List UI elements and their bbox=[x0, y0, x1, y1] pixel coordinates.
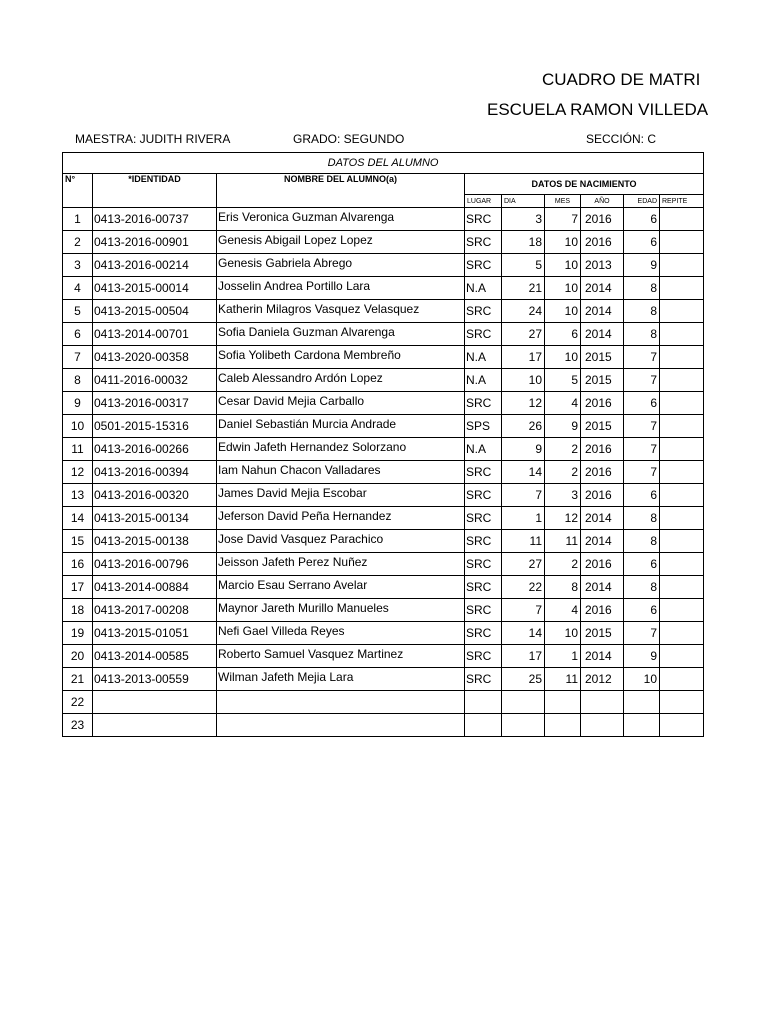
mes-cell: 11 bbox=[545, 530, 581, 553]
identidad-cell: 0413-2015-00504 bbox=[93, 300, 217, 323]
repite-cell bbox=[660, 530, 704, 553]
nombre-cell: Jeisson Jafeth Perez Nuñez bbox=[217, 553, 465, 576]
title-line-1: CUADRO DE MATRI bbox=[542, 70, 701, 89]
mes-cell: 7 bbox=[545, 208, 581, 231]
mes-cell: 1 bbox=[545, 645, 581, 668]
lugar-cell: SRC bbox=[465, 461, 502, 484]
table-row bbox=[63, 714, 704, 737]
dia-cell: 17 bbox=[502, 346, 545, 369]
ano-cell: 2016 bbox=[581, 438, 624, 461]
edad-cell: 8 bbox=[624, 300, 660, 323]
nombre-cell: Nefi Gael Villeda Reyes bbox=[217, 622, 465, 645]
student-rows bbox=[63, 208, 704, 737]
table-row bbox=[63, 553, 704, 576]
nombre-cell: Daniel Sebastián Murcia Andrade bbox=[217, 415, 465, 438]
document-title bbox=[0, 70, 768, 92]
mes-cell: 11 bbox=[545, 668, 581, 691]
table-row bbox=[63, 277, 704, 300]
subheader-ano: AÑO bbox=[581, 195, 624, 208]
identidad-cell: 0501-2015-15316 bbox=[93, 415, 217, 438]
identidad-cell: 0413-2016-00266 bbox=[93, 438, 217, 461]
row-number: 11 bbox=[63, 438, 93, 461]
repite-cell bbox=[660, 369, 704, 392]
table-row bbox=[63, 668, 704, 691]
repite-cell bbox=[660, 576, 704, 599]
ano-cell: 2012 bbox=[581, 668, 624, 691]
section-title: DATOS DEL ALUMNO bbox=[63, 153, 704, 174]
nombre-cell: Wilman Jafeth Mejia Lara bbox=[217, 668, 465, 691]
identidad-cell: 0413-2016-00737 bbox=[93, 208, 217, 231]
lugar-cell: SRC bbox=[465, 231, 502, 254]
edad-cell: 8 bbox=[624, 323, 660, 346]
row-number: 18 bbox=[63, 599, 93, 622]
mes-cell: 10 bbox=[545, 622, 581, 645]
edad-cell bbox=[624, 691, 660, 714]
table-row bbox=[63, 231, 704, 254]
row-number: 12 bbox=[63, 461, 93, 484]
edad-cell: 8 bbox=[624, 576, 660, 599]
table-row bbox=[63, 415, 704, 438]
nombre-cell: Sofia Yolibeth Cardona Membreño bbox=[217, 346, 465, 369]
edad-cell: 7 bbox=[624, 415, 660, 438]
dia-cell bbox=[502, 714, 545, 737]
nombre-cell: Jose David Vasquez Parachico bbox=[217, 530, 465, 553]
mes-cell: 10 bbox=[545, 231, 581, 254]
lugar-cell: SRC bbox=[465, 300, 502, 323]
lugar-cell: N.A bbox=[465, 277, 502, 300]
table-row bbox=[63, 599, 704, 622]
teacher-label: MAESTRA: JUDITH RIVERA bbox=[75, 132, 231, 146]
row-number: 2 bbox=[63, 231, 93, 254]
row-number: 8 bbox=[63, 369, 93, 392]
repite-cell bbox=[660, 645, 704, 668]
nombre-cell: James David Mejia Escobar bbox=[217, 484, 465, 507]
row-number: 17 bbox=[63, 576, 93, 599]
edad-cell: 8 bbox=[624, 530, 660, 553]
mes-cell: 2 bbox=[545, 438, 581, 461]
identidad-cell: 0413-2014-00585 bbox=[93, 645, 217, 668]
lugar-cell: SRC bbox=[465, 645, 502, 668]
lugar-cell: SRC bbox=[465, 323, 502, 346]
repite-cell bbox=[660, 714, 704, 737]
lugar-cell: SRC bbox=[465, 254, 502, 277]
identidad-cell: 0413-2015-00134 bbox=[93, 507, 217, 530]
row-number: 21 bbox=[63, 668, 93, 691]
nombre-cell: Genesis Gabriela Abrego bbox=[217, 254, 465, 277]
table-row bbox=[63, 438, 704, 461]
repite-cell bbox=[660, 231, 704, 254]
ano-cell: 2015 bbox=[581, 622, 624, 645]
table-row bbox=[63, 369, 704, 392]
mes-cell: 10 bbox=[545, 277, 581, 300]
repite-cell bbox=[660, 208, 704, 231]
mes-cell: 10 bbox=[545, 254, 581, 277]
nombre-cell: Sofia Daniela Guzman Alvarenga bbox=[217, 323, 465, 346]
nombre-cell: Katherin Milagros Vasquez Velasquez bbox=[217, 300, 465, 323]
table-row bbox=[63, 530, 704, 553]
ano-cell: 2016 bbox=[581, 484, 624, 507]
row-number: 5 bbox=[63, 300, 93, 323]
edad-cell: 8 bbox=[624, 277, 660, 300]
row-number: 14 bbox=[63, 507, 93, 530]
table-row bbox=[63, 691, 704, 714]
identidad-cell: 0413-2016-00901 bbox=[93, 231, 217, 254]
lugar-cell: SPS bbox=[465, 415, 502, 438]
subheader-edad: EDAD bbox=[624, 195, 660, 208]
identidad-cell: 0413-2016-00796 bbox=[93, 553, 217, 576]
ano-cell bbox=[581, 714, 624, 737]
mes-cell: 9 bbox=[545, 415, 581, 438]
identidad-cell: 0413-2015-00014 bbox=[93, 277, 217, 300]
dia-cell: 27 bbox=[502, 553, 545, 576]
mes-cell: 2 bbox=[545, 461, 581, 484]
mes-cell bbox=[545, 714, 581, 737]
repite-cell bbox=[660, 415, 704, 438]
dia-cell: 7 bbox=[502, 599, 545, 622]
mes-cell: 5 bbox=[545, 369, 581, 392]
repite-cell bbox=[660, 507, 704, 530]
repite-cell bbox=[660, 668, 704, 691]
table-row bbox=[63, 346, 704, 369]
table-row bbox=[63, 323, 704, 346]
identidad-cell: 0413-2014-00701 bbox=[93, 323, 217, 346]
col-header-identidad: *IDENTIDAD bbox=[93, 174, 217, 208]
dia-cell: 7 bbox=[502, 484, 545, 507]
nombre-cell: Maynor Jareth Murillo Manueles bbox=[217, 599, 465, 622]
dia-cell: 25 bbox=[502, 668, 545, 691]
school-name bbox=[0, 100, 768, 122]
dia-cell: 26 bbox=[502, 415, 545, 438]
repite-cell bbox=[660, 691, 704, 714]
dia-cell: 3 bbox=[502, 208, 545, 231]
mes-cell: 8 bbox=[545, 576, 581, 599]
identidad-cell: 0413-2016-00317 bbox=[93, 392, 217, 415]
row-number: 10 bbox=[63, 415, 93, 438]
mes-cell: 6 bbox=[545, 323, 581, 346]
table-row bbox=[63, 254, 704, 277]
mes-cell: 12 bbox=[545, 507, 581, 530]
dia-cell: 5 bbox=[502, 254, 545, 277]
repite-cell bbox=[660, 300, 704, 323]
identidad-cell: 0413-2016-00320 bbox=[93, 484, 217, 507]
row-number: 9 bbox=[63, 392, 93, 415]
identidad-cell: 0413-2013-00559 bbox=[93, 668, 217, 691]
lugar-cell: SRC bbox=[465, 622, 502, 645]
row-number: 22 bbox=[63, 691, 93, 714]
lugar-cell: SRC bbox=[465, 576, 502, 599]
mes-cell: 10 bbox=[545, 346, 581, 369]
row-number: 3 bbox=[63, 254, 93, 277]
identidad-cell: 0413-2014-00884 bbox=[93, 576, 217, 599]
mes-cell: 3 bbox=[545, 484, 581, 507]
edad-cell: 10 bbox=[624, 668, 660, 691]
edad-cell: 6 bbox=[624, 484, 660, 507]
lugar-cell: SRC bbox=[465, 208, 502, 231]
edad-cell: 7 bbox=[624, 622, 660, 645]
nombre-cell: Josselin Andrea Portillo Lara bbox=[217, 277, 465, 300]
lugar-cell: SRC bbox=[465, 530, 502, 553]
table-row bbox=[63, 622, 704, 645]
identidad-cell: 0413-2017-00208 bbox=[93, 599, 217, 622]
edad-cell: 7 bbox=[624, 461, 660, 484]
identidad-cell: 0413-2020-00358 bbox=[93, 346, 217, 369]
dia-cell: 24 bbox=[502, 300, 545, 323]
edad-cell: 6 bbox=[624, 231, 660, 254]
identidad-cell bbox=[93, 714, 217, 737]
ano-cell: 2014 bbox=[581, 300, 624, 323]
table-row bbox=[63, 300, 704, 323]
ano-cell: 2014 bbox=[581, 277, 624, 300]
mes-cell: 4 bbox=[545, 599, 581, 622]
col-header-nacimiento: DATOS DE NACIMIENTO bbox=[465, 174, 704, 195]
ano-cell: 2016 bbox=[581, 599, 624, 622]
lugar-cell: SRC bbox=[465, 668, 502, 691]
lugar-cell: SRC bbox=[465, 392, 502, 415]
dia-cell: 18 bbox=[502, 231, 545, 254]
grade-label: GRADO: SEGUNDO bbox=[293, 132, 405, 146]
row-number: 23 bbox=[63, 714, 93, 737]
edad-cell: 7 bbox=[624, 346, 660, 369]
repite-cell bbox=[660, 438, 704, 461]
dia-cell: 10 bbox=[502, 369, 545, 392]
ano-cell: 2016 bbox=[581, 461, 624, 484]
lugar-cell: N.A bbox=[465, 346, 502, 369]
dia-cell: 1 bbox=[502, 507, 545, 530]
nombre-cell: Genesis Abigail Lopez Lopez bbox=[217, 231, 465, 254]
repite-cell bbox=[660, 484, 704, 507]
title-line-2: ESCUELA RAMON VILLEDA bbox=[487, 100, 709, 119]
table-row bbox=[63, 484, 704, 507]
row-number: 7 bbox=[63, 346, 93, 369]
lugar-cell bbox=[465, 691, 502, 714]
ano-cell: 2015 bbox=[581, 369, 624, 392]
identidad-cell: 0413-2015-01051 bbox=[93, 622, 217, 645]
mes-cell: 10 bbox=[545, 300, 581, 323]
edad-cell: 8 bbox=[624, 507, 660, 530]
col-header-number: N° bbox=[63, 174, 93, 208]
edad-cell: 6 bbox=[624, 208, 660, 231]
table-row bbox=[63, 645, 704, 668]
edad-cell: 7 bbox=[624, 369, 660, 392]
student-table bbox=[62, 152, 704, 737]
identidad-cell: 0413-2015-00138 bbox=[93, 530, 217, 553]
table-row bbox=[63, 208, 704, 231]
identidad-cell: 0413-2016-00394 bbox=[93, 461, 217, 484]
ano-cell: 2014 bbox=[581, 645, 624, 668]
nombre-cell: Eris Veronica Guzman Alvarenga bbox=[217, 208, 465, 231]
edad-cell: 7 bbox=[624, 438, 660, 461]
dia-cell bbox=[502, 691, 545, 714]
subheader-mes: MES bbox=[545, 195, 581, 208]
identidad-cell bbox=[93, 691, 217, 714]
student-table-container bbox=[62, 152, 702, 732]
row-number: 19 bbox=[63, 622, 93, 645]
edad-cell: 6 bbox=[624, 599, 660, 622]
lugar-cell: N.A bbox=[465, 438, 502, 461]
nombre-cell bbox=[217, 691, 465, 714]
ano-cell: 2016 bbox=[581, 392, 624, 415]
table-row bbox=[63, 507, 704, 530]
identidad-cell: 0411-2016-00032 bbox=[93, 369, 217, 392]
repite-cell bbox=[660, 622, 704, 645]
ano-cell: 2014 bbox=[581, 507, 624, 530]
dia-cell: 21 bbox=[502, 277, 545, 300]
row-number: 20 bbox=[63, 645, 93, 668]
subheader-lugar: LUGAR bbox=[465, 195, 502, 208]
ano-cell: 2014 bbox=[581, 323, 624, 346]
ano-cell: 2014 bbox=[581, 576, 624, 599]
ano-cell: 2016 bbox=[581, 553, 624, 576]
table-row bbox=[63, 461, 704, 484]
mes-cell: 4 bbox=[545, 392, 581, 415]
ano-cell: 2014 bbox=[581, 530, 624, 553]
repite-cell bbox=[660, 346, 704, 369]
mes-cell bbox=[545, 691, 581, 714]
nombre-cell: Roberto Samuel Vasquez Martinez bbox=[217, 645, 465, 668]
lugar-cell: SRC bbox=[465, 507, 502, 530]
mes-cell: 2 bbox=[545, 553, 581, 576]
row-number: 6 bbox=[63, 323, 93, 346]
repite-cell bbox=[660, 254, 704, 277]
edad-cell: 9 bbox=[624, 254, 660, 277]
edad-cell: 6 bbox=[624, 553, 660, 576]
nombre-cell: Iam Nahun Chacon Valladares bbox=[217, 461, 465, 484]
row-number: 4 bbox=[63, 277, 93, 300]
ano-cell: 2015 bbox=[581, 415, 624, 438]
lugar-cell: SRC bbox=[465, 484, 502, 507]
dia-cell: 14 bbox=[502, 622, 545, 645]
repite-cell bbox=[660, 392, 704, 415]
dia-cell: 22 bbox=[502, 576, 545, 599]
section-label: SECCIÓN: C bbox=[586, 132, 657, 146]
table-row bbox=[63, 392, 704, 415]
dia-cell: 17 bbox=[502, 645, 545, 668]
lugar-cell: N.A bbox=[465, 369, 502, 392]
dia-cell: 11 bbox=[502, 530, 545, 553]
subheader-repite: REPITE bbox=[660, 195, 704, 208]
repite-cell bbox=[660, 553, 704, 576]
row-number: 13 bbox=[63, 484, 93, 507]
row-number: 1 bbox=[63, 208, 93, 231]
repite-cell bbox=[660, 461, 704, 484]
edad-cell bbox=[624, 714, 660, 737]
lugar-cell: SRC bbox=[465, 553, 502, 576]
col-header-nombre: NOMBRE DEL ALUMNO(a) bbox=[217, 174, 465, 208]
nombre-cell bbox=[217, 714, 465, 737]
ano-cell: 2016 bbox=[581, 208, 624, 231]
table-row bbox=[63, 576, 704, 599]
lugar-cell bbox=[465, 714, 502, 737]
nombre-cell: Edwin Jafeth Hernandez Solorzano bbox=[217, 438, 465, 461]
nombre-cell: Marcio Esau Serrano Avelar bbox=[217, 576, 465, 599]
repite-cell bbox=[660, 277, 704, 300]
subheader-dia: DIA bbox=[502, 195, 545, 208]
nombre-cell: Caleb Alessandro Ardón Lopez bbox=[217, 369, 465, 392]
repite-cell bbox=[660, 599, 704, 622]
dia-cell: 14 bbox=[502, 461, 545, 484]
identidad-cell: 0413-2016-00214 bbox=[93, 254, 217, 277]
repite-cell bbox=[660, 323, 704, 346]
nombre-cell: Jeferson David Peña Hernandez bbox=[217, 507, 465, 530]
ano-cell bbox=[581, 691, 624, 714]
row-number: 16 bbox=[63, 553, 93, 576]
edad-cell: 9 bbox=[624, 645, 660, 668]
dia-cell: 12 bbox=[502, 392, 545, 415]
dia-cell: 9 bbox=[502, 438, 545, 461]
lugar-cell: SRC bbox=[465, 599, 502, 622]
ano-cell: 2016 bbox=[581, 231, 624, 254]
dia-cell: 27 bbox=[502, 323, 545, 346]
nombre-cell: Cesar David Mejia Carballo bbox=[217, 392, 465, 415]
ano-cell: 2013 bbox=[581, 254, 624, 277]
ano-cell: 2015 bbox=[581, 346, 624, 369]
edad-cell: 6 bbox=[624, 392, 660, 415]
row-number: 15 bbox=[63, 530, 93, 553]
